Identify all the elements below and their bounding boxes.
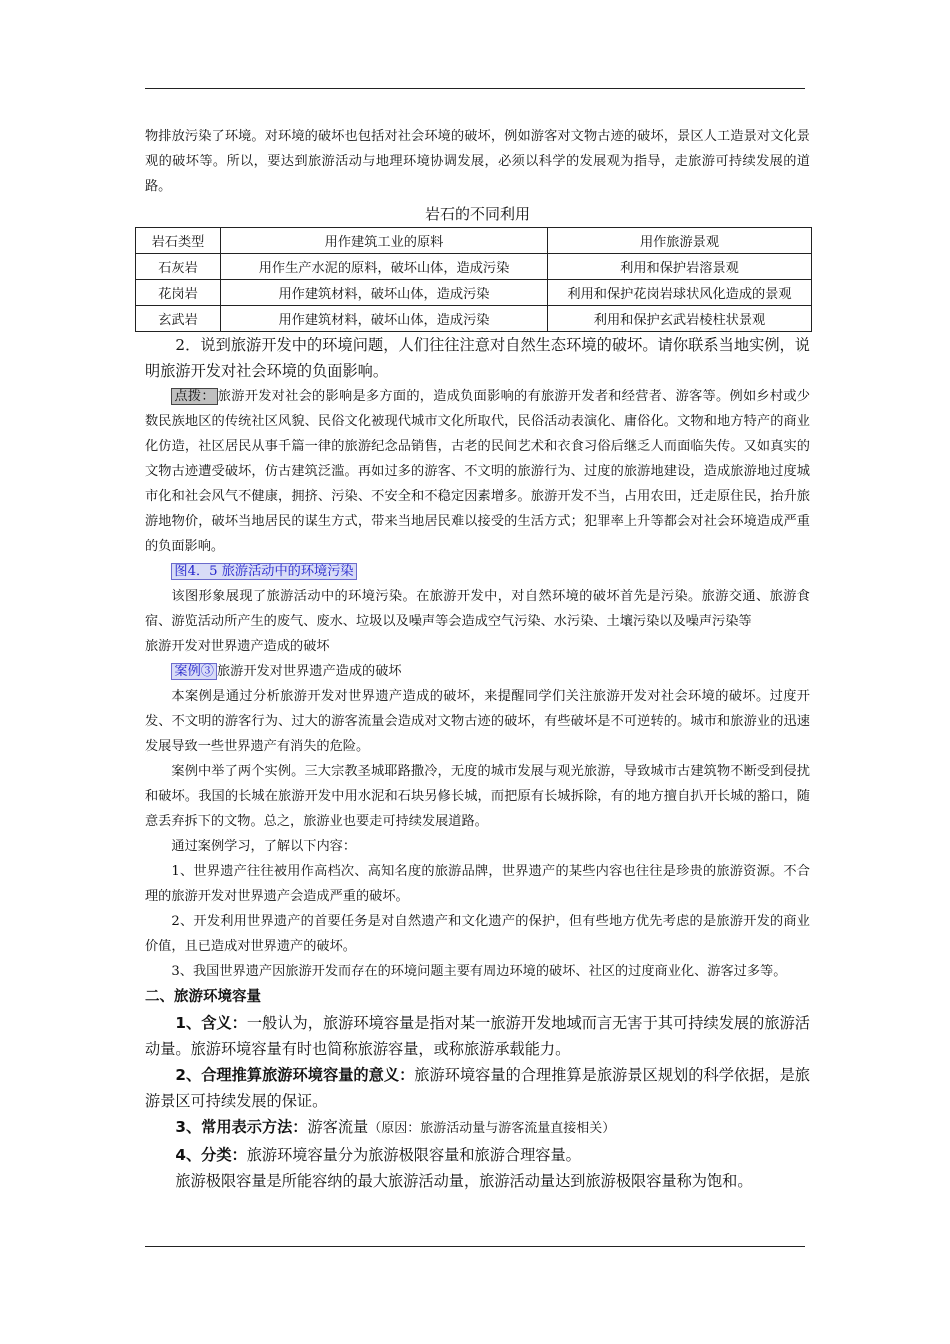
rock-usage-table <box>135 227 812 332</box>
header-cell: 岩石类型 <box>136 228 221 254</box>
case-title-line <box>145 659 810 684</box>
definition-text: 一般认为，旅游环境容量是指对某一旅游开发地域而言无害于其可持续发展的旅游活动量。旅游环境容量有时也简称旅游容量，或称旅游承载能力。 <box>145 1014 810 1058</box>
figure-link[interactable]: 图4．5 旅游活动中的环境污染 <box>171 563 356 580</box>
table-cell: 花岗岩 <box>136 280 221 306</box>
table-cell: 用作建筑材料，破坏山体，造成污染 <box>221 280 548 306</box>
question-2: 2．说到旅游开发中的环境问题，人们往往注意对自然生态环境的破坏。请你联系当地实例，说明旅游开发对社会环境的负面影响。 <box>145 336 810 380</box>
header-cell: 用作建筑工业的原料 <box>221 228 548 254</box>
document-body <box>145 124 810 1194</box>
table-cell: 玄武岩 <box>136 306 221 332</box>
table-title: 岩石的不同利用 <box>424 205 530 223</box>
hint-tag: 点拨： <box>171 388 217 405</box>
table-cell: 用作生产水泥的原料，破坏山体，造成污染 <box>221 254 548 280</box>
classification-label: 4、分类： <box>175 1146 247 1164</box>
figure-label-line <box>145 559 810 584</box>
table-row <box>136 280 812 306</box>
table-cell: 石灰岩 <box>136 254 221 280</box>
case-paragraph-1: 本案例是通过分析旅游开发对世界遗产造成的破坏，来提醒同学们关注旅游开发对社会环境的破坏。过度开发、不文明的游客行为、过大的游客流量会造成对文物古迹的破坏，有些破坏是不可逆转的。城市和旅游业的迅速发展导致一些世界遗产有消失的危险。 <box>145 689 810 754</box>
definition-item <box>145 1010 810 1062</box>
table-row <box>136 306 812 332</box>
last-paragraph: 旅游极限容量是所能容纳的最大旅游活动量，旅游活动量达到旅游极限容量称为饱和。 <box>175 1172 753 1190</box>
learn-intro: 通过案例学习，了解以下内容： <box>171 839 357 854</box>
table-cell: 利用和保护岩溶景观 <box>548 254 812 280</box>
learn-item-2: 2、开发利用世界遗产的首要任务是对自然遗产和文化遗产的保护，但有些地方优先考虑的是旅游开发的商业价值，且已造成对世界遗产的破坏。 <box>145 914 810 954</box>
case-title: 旅游开发对世界遗产造成的破坏 <box>216 664 402 679</box>
significance-text: 旅游环境容量的合理推算是旅游景区规划的科学依据，是旅游景区可持续发展的保证。 <box>145 1066 810 1110</box>
hint-text: 旅游开发对社会的影响是多方面的，造成负面影响的有旅游开发者和经营者、游客等。例如乡村或少数民族地区的传统社区风貌、民俗文化被现代城市文化所取代，民俗活动表演化、庸俗化。文物和地方特产的商业化仿造，社区居民从事千篇一律的旅游纪念品销售，古老的民间艺术和衣食习俗后继乏人而面临失传。又如真实的文物古迹遭受破坏，仿古建筑泛滥。再如过多的游客、不文明的旅游行为、过度的旅游地建设，造成旅游地过度城市化和社会风气不健康，拥挤、污染、不安全和不稳定因素增多。旅游开发不当，占用农田，迁走原住民，抬升旅游地物价，破坏当地居民的谋生方式，带来当地居民难以接受的生活方式；犯罪率上升等都会对社会环境造成严重的负面影响。 <box>145 389 811 554</box>
significance-item <box>145 1062 810 1114</box>
classification-text: 旅游环境容量分为旅游极限容量和旅游合理容量。 <box>246 1146 581 1164</box>
method-text: 游客流量 <box>307 1118 369 1136</box>
figure-description: 该图形象展现了旅游活动中的环境污染。在旅游开发中，对自然环境的破坏首先是污染。旅游交通、旅游食宿、游览活动所产生的废气、废水、垃圾以及噪声等会造成空气污染、水污染、土壤污染以及噪声污染等 <box>145 589 810 629</box>
table-cell: 利用和保护玄武岩棱柱状景观 <box>548 306 812 332</box>
header-cell: 用作旅游景观 <box>548 228 812 254</box>
learn-item-3: 3、我国世界遗产因旅游开发而存在的环境问题主要有周边环境的破坏、社区的过度商业化、游客过多等。 <box>171 964 787 979</box>
header-rule <box>145 88 805 89</box>
case-paragraph-2: 案例中举了两个实例。三大宗教圣城耶路撒冷，无度的城市发展与观光旅游，导致城市古建筑物不断受到侵扰和破坏。我国的长城在旅游开发中用水泥和石块另修长城，而把原有长城拆除，有的地方擅自扒开长城的豁口，随意丢弃拆下的文物。总之，旅游业也要走可持续发展道路。 <box>145 764 810 829</box>
classification-item <box>145 1142 810 1168</box>
section-heading: 二、旅游环境容量 <box>145 989 261 1005</box>
table-header-row <box>136 228 812 254</box>
significance-label: 2、合理推算旅游环境容量的意义： <box>175 1066 415 1084</box>
footer-rule <box>145 1246 805 1247</box>
intro-paragraph: 物排放污染了环境。对环境的破坏也包括对社会环境的破坏，例如游客对文物古迹的破坏，景区人工造景对文化景观的破坏等。所以，要达到旅游活动与地理环境协调发展，必须以科学的发展观为指导，走旅游可持续发展的道路。 <box>145 129 810 194</box>
table-row <box>136 254 812 280</box>
learn-item-1: 1、世界遗产往往被用作高档次、高知名度的旅游品牌，世界遗产的某些内容也往往是珍贵的旅游资源。不合理的旅游开发对世界遗产会造成严重的破坏。 <box>145 864 810 904</box>
table-cell: 利用和保护花岗岩球状风化造成的景观 <box>548 280 812 306</box>
table-cell: 用作建筑材料，破坏山体，造成污染 <box>221 306 548 332</box>
method-label: 3、常用表示方法： <box>175 1118 308 1136</box>
method-item <box>145 1114 810 1142</box>
definition-label: 1、含义： <box>175 1014 247 1032</box>
hint-paragraph <box>145 384 810 559</box>
subheading: 旅游开发对世界遗产造成的破坏 <box>145 639 330 654</box>
method-note: （原因：旅游活动量与游客流量直接相关） <box>368 1121 616 1136</box>
case-link[interactable]: 案例③ <box>171 663 217 680</box>
